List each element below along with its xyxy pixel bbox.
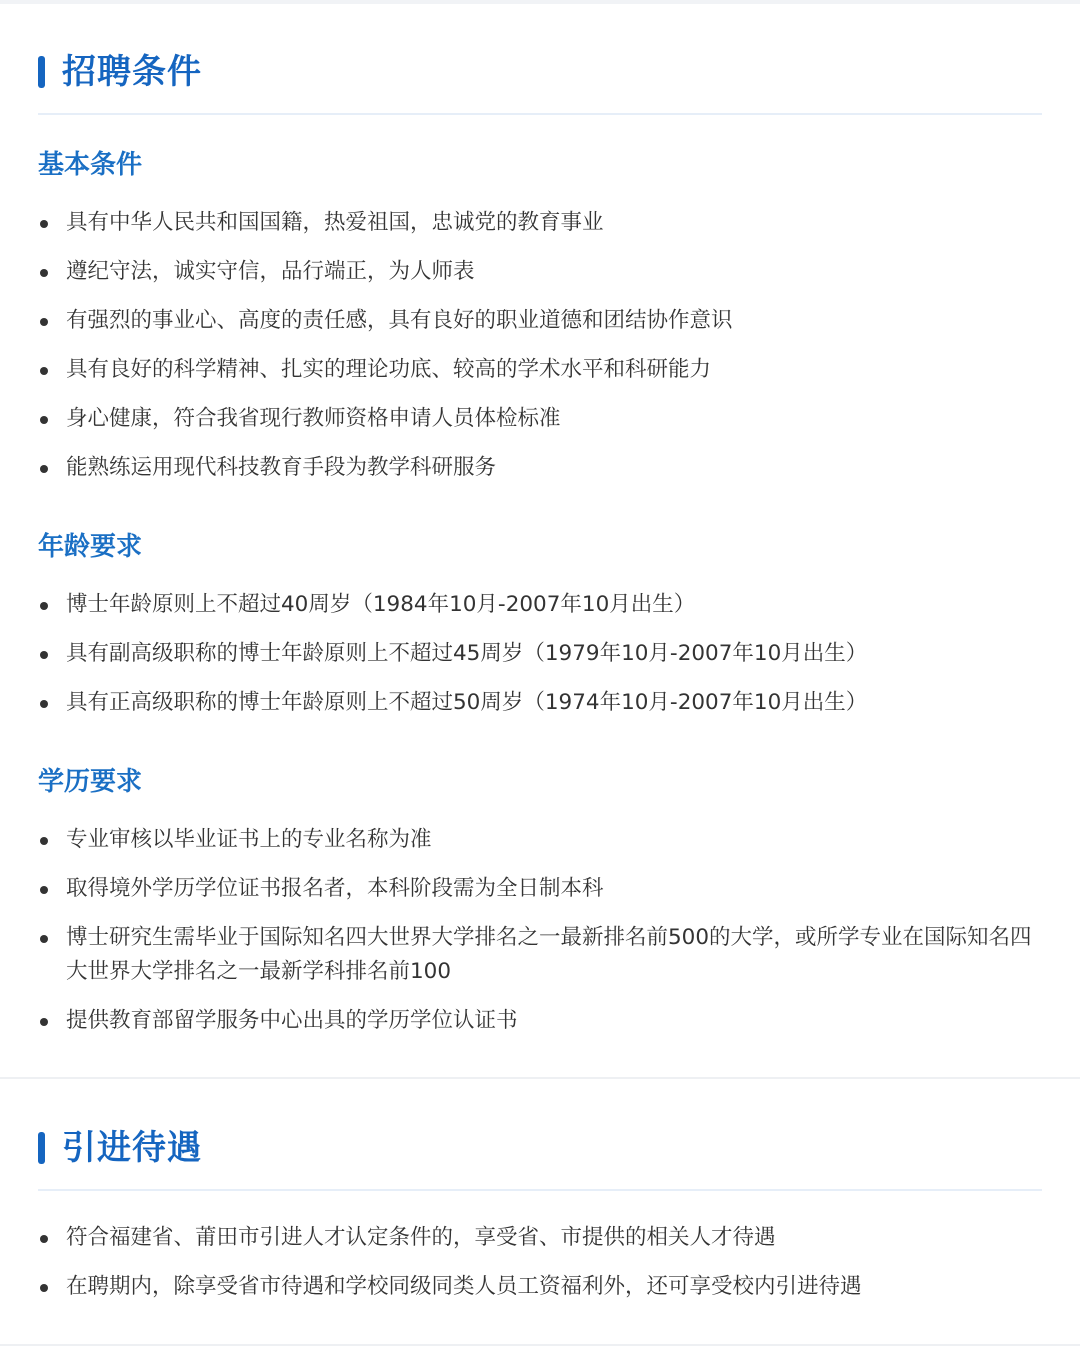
- bullet-icon: [40, 886, 48, 894]
- basic-conditions-list: [38, 206, 1042, 485]
- top-rule: [0, 0, 1080, 4]
- sub-title-age: 年龄要求: [38, 532, 143, 562]
- list-item: 专业审核以毕业证书上的专业名称为准: [38, 823, 1042, 857]
- bullet-icon: [40, 837, 48, 845]
- sub-title-education: 学历要求: [38, 767, 143, 797]
- benefits-section-header: [38, 1124, 1042, 1172]
- list-item: 取得境外学历学位证书报名者，本科阶段需为全日制本科: [38, 872, 1042, 906]
- list-item: 遵纪守法，诚实守信，品行端正，为人师表: [38, 255, 1042, 289]
- bullet-icon: [40, 700, 48, 708]
- list-item: 在聘期内，除享受省市待遇和学校同级同类人员工资福利外，还可享受校内引进待遇: [38, 1270, 1042, 1304]
- title-accent-bar: [38, 56, 45, 88]
- list-item: 能熟练运用现代科技教育手段为教学科研服务: [38, 451, 1042, 485]
- section-divider: [38, 113, 1042, 115]
- bullet-icon: [40, 465, 48, 473]
- title-accent-bar: [38, 1132, 45, 1164]
- bullet-icon: [40, 1235, 48, 1243]
- age-requirements-list: [38, 588, 1042, 720]
- bullet-icon: [40, 269, 48, 277]
- recruitment-section: [0, 48, 1080, 1038]
- education-requirements-block: [38, 764, 1042, 1038]
- benefits-section: [0, 1124, 1080, 1304]
- section-title: 招聘条件: [62, 52, 202, 92]
- basic-conditions-block: [38, 147, 1042, 485]
- bullet-icon: [40, 416, 48, 424]
- recruitment-section-header: [38, 48, 1042, 96]
- bullet-icon: [40, 935, 48, 943]
- list-item: 提供教育部留学服务中心出具的学历学位认证书: [38, 1004, 1042, 1038]
- bullet-icon: [40, 367, 48, 375]
- bottom-divider: [0, 1344, 1080, 1346]
- list-item: 具有中华人民共和国国籍，热爱祖国，忠诚党的教育事业: [38, 206, 1042, 240]
- list-item: 具有良好的科学精神、扎实的理论功底、较高的学术水平和科研能力: [38, 353, 1042, 387]
- bullet-icon: [40, 1284, 48, 1292]
- bullet-icon: [40, 220, 48, 228]
- sub-title-basic: 基本条件: [38, 150, 143, 180]
- bullet-icon: [40, 1018, 48, 1026]
- list-item: 博士研究生需毕业于国际知名四大世界大学排名之一最新排名前500的大学，或所学专业在国际知名四大世界大学排名之一最新学科排名前100: [38, 921, 1042, 989]
- benefits-list: [38, 1221, 1042, 1304]
- bullet-icon: [40, 602, 48, 610]
- list-item: 身心健康，符合我省现行教师资格申请人员体检标准: [38, 402, 1042, 436]
- list-item: 具有正高级职称的博士年龄原则上不超过50周岁（1974年10月-2007年10月出生）: [38, 686, 1042, 720]
- education-requirements-list: [38, 823, 1042, 1038]
- list-item: 博士年龄原则上不超过40周岁（1984年10月-2007年10月出生）: [38, 588, 1042, 622]
- age-requirements-block: [38, 529, 1042, 720]
- list-item: 有强烈的事业心、高度的责任感，具有良好的职业道德和团结协作意识: [38, 304, 1042, 338]
- section-divider: [38, 1189, 1042, 1191]
- list-item: 符合福建省、莆田市引进人才认定条件的，享受省、市提供的相关人才待遇: [38, 1221, 1042, 1255]
- block-divider: [0, 1077, 1080, 1079]
- list-item: 具有副高级职称的博士年龄原则上不超过45周岁（1979年10月-2007年10月出生）: [38, 637, 1042, 671]
- bullet-icon: [40, 651, 48, 659]
- section-title: 引进待遇: [62, 1128, 202, 1168]
- bullet-icon: [40, 318, 48, 326]
